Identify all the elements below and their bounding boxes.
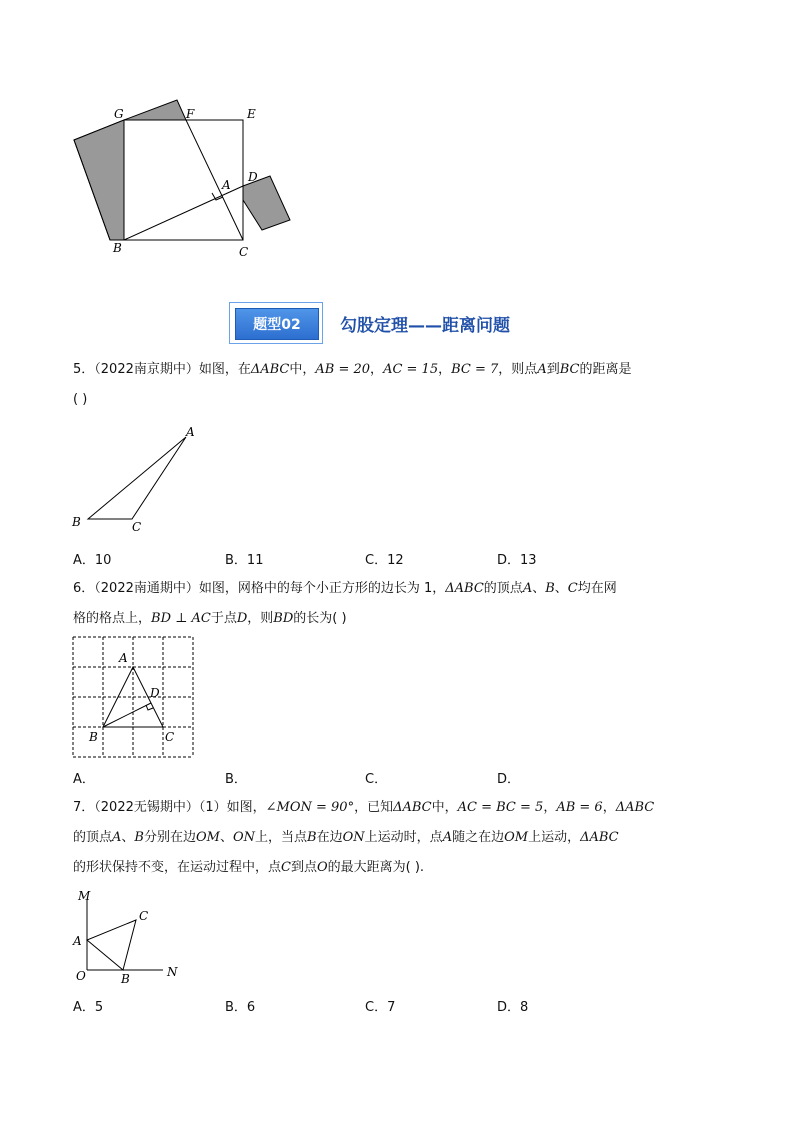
q6-figure-grid	[68, 632, 198, 762]
q7-triangle-abc	[87, 920, 136, 970]
section-title: 勾股定理——距离问题	[340, 316, 510, 336]
q7-line2: 的顶点A、B分别在边OM、ON上，当点B在边ON上运动时，点A随之在边OM上运动，ΔABC	[73, 830, 619, 845]
shaded-square-right	[243, 176, 290, 230]
q5-label-b: B	[72, 515, 81, 529]
q6-option-c[interactable]: C．	[365, 772, 388, 787]
q7-option-d[interactable]: D．8	[497, 1000, 529, 1015]
line-fc	[186, 120, 243, 240]
q7-line3: 的形状保持不变，在运动过程中，点C到点O的最大距离为( ).	[73, 860, 425, 875]
q5-line2: ( )	[73, 392, 88, 407]
q6-option-b[interactable]: B．	[225, 772, 247, 787]
q5-option-c[interactable]: C．12	[365, 553, 404, 568]
shaded-parallelogram-left	[74, 120, 124, 240]
label-e: E	[247, 107, 256, 121]
q6-label-d: D	[150, 686, 160, 700]
section-badge: 题型02	[235, 308, 319, 340]
label-b: B	[113, 241, 122, 255]
triangle-abc	[88, 437, 186, 519]
q7-label-n: N	[167, 965, 178, 979]
label-c: C	[239, 245, 249, 259]
q6-label-b: B	[89, 730, 98, 744]
label-f: F	[186, 107, 195, 121]
q5-option-b[interactable]: B．11	[225, 553, 264, 568]
q7-label-a: A	[73, 934, 82, 948]
q6-line-bd	[103, 703, 151, 727]
q5-option-d[interactable]: D．13	[497, 553, 537, 568]
q7-option-b[interactable]: B．6	[225, 1000, 256, 1015]
q6-line1: 6．（2022南通期中）如图，网格中的每个小正方形的边长为 1，ΔABC的顶点A、B、C均在网	[73, 581, 617, 596]
q6-option-a[interactable]: A．	[73, 772, 95, 787]
figure-pythagoras-squares	[60, 95, 310, 265]
line-bd	[124, 186, 243, 240]
q5-option-a[interactable]: A．10	[73, 553, 112, 568]
q5-figure-triangle	[65, 420, 205, 540]
q7-line1: 7．（2022无锡期中）（1）如图，∠MON = 90°，已知ΔABC中，AC = BC = 5，AB = 6，ΔABC	[73, 800, 655, 815]
q6-option-d[interactable]: D．	[497, 772, 521, 787]
label-g: G	[114, 107, 124, 121]
q6-label-a: A	[119, 651, 128, 665]
q7-option-a[interactable]: A．5	[73, 1000, 104, 1015]
shaded-top-strip	[124, 100, 186, 120]
label-d: D	[248, 170, 258, 184]
q7-label-c: C	[139, 909, 149, 923]
q5-label-c: C	[132, 520, 142, 534]
q6-label-c: C	[165, 730, 175, 744]
q5-label-a: A	[186, 425, 195, 439]
q7-option-c[interactable]: C．7	[365, 1000, 396, 1015]
q7-label-b: B	[121, 972, 130, 986]
q7-label-o: O	[76, 969, 86, 983]
q7-figure-angle	[68, 884, 188, 989]
q6-line2: 格的格点上，BD ⊥ AC于点D，则BD的长为( )	[73, 611, 347, 626]
q5-line1: 5．（2022南京期中）如图，在ΔABC中，AB = 20，AC = 15，BC = 7，则点A到BC的距离是	[73, 362, 632, 377]
label-a: A	[222, 178, 231, 192]
q7-label-m: M	[78, 889, 91, 903]
